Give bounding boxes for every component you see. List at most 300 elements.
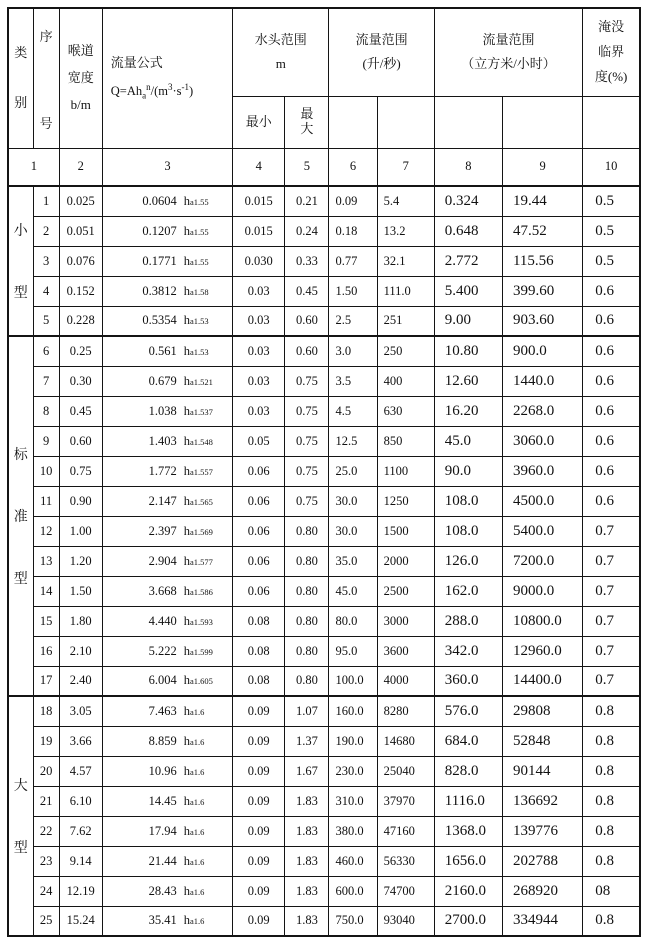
cell-flow-ls-min: 3.0	[329, 336, 377, 366]
cell-head-min: 0.015	[233, 186, 285, 216]
cell-flow-m3h-max: 10800.0	[502, 606, 582, 636]
cell-serial: 25	[33, 906, 59, 936]
header-empty-cell	[377, 96, 434, 148]
cell-throat-width: 0.25	[59, 336, 102, 366]
cell-flow-ls-max: 5.4	[377, 186, 434, 216]
cell-formula: 3.668 h a 1.586	[102, 576, 232, 606]
category-label-char: 准	[13, 510, 28, 525]
cell-flow-m3h-min: 828.0	[434, 756, 502, 786]
cell-flow-ls-max: 74700	[377, 876, 434, 906]
table-row	[8, 876, 640, 906]
cell-flow-m3h-min: 108.0	[434, 516, 502, 546]
cell-flow-ls-min: 380.0	[329, 816, 377, 846]
cell-submergence: 0.6	[583, 426, 640, 456]
cell-flow-m3h-min: 108.0	[434, 486, 502, 516]
cell-flow-m3h-min: 0.324	[434, 186, 502, 216]
cell-flow-m3h-max: 4500.0	[502, 486, 582, 516]
cell-head-max: 1.83	[285, 906, 329, 936]
cell-formula: 17.94 h a 1.6	[102, 816, 232, 846]
formula-expression: $Q=Ah_a^n/(m^3\cdot s^{-1})$	[110, 81, 194, 101]
cell-formula: 5.222 h a 1.599	[102, 636, 232, 666]
cell-flow-ls-min: 4.5	[329, 396, 377, 426]
cell-head-min: 0.09	[233, 876, 285, 906]
cell-submergence: 0.5	[583, 246, 640, 276]
cell-throat-width: 1.80	[59, 606, 102, 636]
cell-throat-width: 3.05	[59, 696, 102, 726]
table-row	[8, 486, 640, 516]
cell-head-min: 0.03	[233, 366, 285, 396]
category-label-char: 标	[13, 448, 28, 463]
header-category-char: 别	[14, 94, 28, 110]
table-row	[8, 186, 640, 216]
cell-flow-ls-min: 35.0	[329, 546, 377, 576]
cell-head-max: 0.24	[285, 216, 329, 246]
cell-flow-ls-min: 1.50	[329, 276, 377, 306]
cell-flow-m3h-max: 90144	[502, 756, 582, 786]
category-label-char: 大	[13, 779, 28, 794]
column-number: 5	[285, 148, 329, 186]
cell-flow-m3h-min: 342.0	[434, 636, 502, 666]
cell-head-min: 0.09	[233, 696, 285, 726]
cell-flow-ls-min: 0.18	[329, 216, 377, 246]
cell-throat-width: 0.75	[59, 456, 102, 486]
cell-formula: 7.463 h a 1.6	[102, 696, 232, 726]
cell-throat-width: 0.152	[59, 276, 102, 306]
cell-formula: 1.772 h a 1.557	[102, 456, 232, 486]
cell-serial: 7	[33, 366, 59, 396]
cell-flow-ls-max: 850	[377, 426, 434, 456]
cell-submergence: 0.8	[583, 816, 640, 846]
cell-flow-ls-min: 100.0	[329, 666, 377, 696]
cell-flow-ls-min: 0.77	[329, 246, 377, 276]
cell-serial: 21	[33, 786, 59, 816]
cell-head-max: 0.60	[285, 306, 329, 336]
table-row	[8, 456, 640, 486]
cell-flow-ls-min: 30.0	[329, 516, 377, 546]
cell-submergence: 0.8	[583, 906, 640, 936]
table-row	[8, 726, 640, 756]
cell-flow-m3h-max: 14400.0	[502, 666, 582, 696]
cell-flow-ls-max: 250	[377, 336, 434, 366]
table-row	[8, 516, 640, 546]
cell-flow-m3h-min: 45.0	[434, 426, 502, 456]
cell-flow-ls-max: 37970	[377, 786, 434, 816]
cell-flow-ls-min: 600.0	[329, 876, 377, 906]
cell-formula: 0.1771 h a 1.55	[102, 246, 232, 276]
cell-head-min: 0.09	[233, 726, 285, 756]
cell-formula: 2.147 h a 1.565	[102, 486, 232, 516]
header-flow-range-m3h: 流量范围 （立方米/小时）	[434, 8, 582, 96]
cell-flow-m3h-min: 1368.0	[434, 816, 502, 846]
cell-flow-m3h-min: 0.648	[434, 216, 502, 246]
table-row	[8, 366, 640, 396]
cell-formula: 14.45 h a 1.6	[102, 786, 232, 816]
cell-throat-width: 1.20	[59, 546, 102, 576]
column-number: 4	[233, 148, 285, 186]
cell-flow-ls-max: 13.2	[377, 216, 434, 246]
cell-flow-m3h-max: 268920	[502, 876, 582, 906]
cell-head-min: 0.09	[233, 756, 285, 786]
category-label-char: 型	[13, 572, 28, 587]
cell-serial: 12	[33, 516, 59, 546]
cell-head-max: 1.83	[285, 816, 329, 846]
cell-submergence: 0.8	[583, 786, 640, 816]
cell-throat-width: 0.051	[59, 216, 102, 246]
cell-flow-m3h-max: 7200.0	[502, 546, 582, 576]
cell-throat-width: 1.50	[59, 576, 102, 606]
cell-formula: 21.44 h a 1.6	[102, 846, 232, 876]
column-number: 8	[434, 148, 502, 186]
cell-flow-ls-min: 3.5	[329, 366, 377, 396]
cell-head-max: 0.75	[285, 486, 329, 516]
cell-flow-m3h-max: 3060.0	[502, 426, 582, 456]
cell-flow-ls-min: 25.0	[329, 456, 377, 486]
cell-flow-ls-min: 80.0	[329, 606, 377, 636]
cell-formula: 8.859 h a 1.6	[102, 726, 232, 756]
cell-serial: 8	[33, 396, 59, 426]
cell-head-max: 0.75	[285, 456, 329, 486]
cell-flow-ls-max: 3600	[377, 636, 434, 666]
cell-serial: 23	[33, 846, 59, 876]
cell-flow-ls-min: 45.0	[329, 576, 377, 606]
cell-flow-ls-max: 630	[377, 396, 434, 426]
cell-throat-width: 0.60	[59, 426, 102, 456]
cell-flow-ls-max: 93040	[377, 906, 434, 936]
header-serial	[33, 8, 59, 148]
cell-flow-ls-min: 160.0	[329, 696, 377, 726]
cell-flow-ls-max: 32.1	[377, 246, 434, 276]
cell-throat-width: 0.90	[59, 486, 102, 516]
cell-formula: 0.5354 h a 1.53	[102, 306, 232, 336]
cell-flow-m3h-max: 3960.0	[502, 456, 582, 486]
cell-flow-m3h-min: 2700.0	[434, 906, 502, 936]
cell-formula: 2.397 h a 1.569	[102, 516, 232, 546]
cell-head-max: 0.80	[285, 636, 329, 666]
table-row	[8, 336, 640, 366]
cell-submergence: 0.6	[583, 306, 640, 336]
cell-serial: 24	[33, 876, 59, 906]
cell-serial: 10	[33, 456, 59, 486]
cell-flow-m3h-max: 139776	[502, 816, 582, 846]
cell-head-min: 0.06	[233, 486, 285, 516]
cell-flow-ls-max: 8280	[377, 696, 434, 726]
parshall-flume-spec-table	[7, 7, 641, 937]
cell-flow-m3h-min: 162.0	[434, 576, 502, 606]
column-number: 9	[502, 148, 582, 186]
table-row	[8, 276, 640, 306]
cell-submergence: 0.8	[583, 696, 640, 726]
category-label-char: 型	[13, 286, 28, 301]
cell-flow-m3h-max: 19.44	[502, 186, 582, 216]
cell-head-min: 0.030	[233, 246, 285, 276]
cell-throat-width: 0.30	[59, 366, 102, 396]
cell-flow-ls-min: 190.0	[329, 726, 377, 756]
cell-flow-m3h-max: 47.52	[502, 216, 582, 246]
category-label-char: 小	[13, 224, 28, 239]
cell-head-max: 0.21	[285, 186, 329, 216]
cell-flow-m3h-min: 2.772	[434, 246, 502, 276]
cell-formula: 10.96 h a 1.6	[102, 756, 232, 786]
header-throat-width: 喉道 宽度 b/m	[59, 8, 102, 148]
cell-head-max: 0.80	[285, 516, 329, 546]
cell-flow-ls-min: 460.0	[329, 846, 377, 876]
table-row	[8, 906, 640, 936]
cell-submergence: 08	[583, 876, 640, 906]
cell-head-max: 1.83	[285, 876, 329, 906]
cell-formula: 0.561 h a 1.53	[102, 336, 232, 366]
cell-head-min: 0.08	[233, 666, 285, 696]
cell-flow-ls-min: 750.0	[329, 906, 377, 936]
cell-flow-m3h-max: 52848	[502, 726, 582, 756]
cell-flow-m3h-min: 360.0	[434, 666, 502, 696]
cell-flow-ls-min: 30.0	[329, 486, 377, 516]
header-min: 最小	[233, 96, 285, 148]
cell-head-min: 0.06	[233, 516, 285, 546]
cell-head-max: 0.80	[285, 576, 329, 606]
cell-throat-width: 2.10	[59, 636, 102, 666]
header-flow-formula: 流量公式 $Q=Ah_a^n/(m^3\cdot s^{-1})$	[102, 8, 232, 148]
table-row	[8, 546, 640, 576]
cell-submergence: 0.5	[583, 216, 640, 246]
cell-flow-ls-min: 0.09	[329, 186, 377, 216]
column-number: 7	[377, 148, 434, 186]
cell-flow-ls-max: 14680	[377, 726, 434, 756]
table-row	[8, 636, 640, 666]
cell-submergence: 0.7	[583, 516, 640, 546]
table-row	[8, 756, 640, 786]
cell-head-max: 0.80	[285, 546, 329, 576]
cell-serial: 9	[33, 426, 59, 456]
table-row	[8, 606, 640, 636]
table-row	[8, 306, 640, 336]
cell-flow-m3h-min: 5.400	[434, 276, 502, 306]
cell-flow-ls-max: 2500	[377, 576, 434, 606]
cell-serial: 15	[33, 606, 59, 636]
table-row	[8, 246, 640, 276]
cell-throat-width: 0.076	[59, 246, 102, 276]
table-row	[8, 396, 640, 426]
cell-flow-m3h-max: 29808	[502, 696, 582, 726]
cell-flow-m3h-max: 9000.0	[502, 576, 582, 606]
cell-serial: 3	[33, 246, 59, 276]
column-number: 10	[583, 148, 640, 186]
cell-head-min: 0.015	[233, 216, 285, 246]
cell-flow-m3h-max: 1440.0	[502, 366, 582, 396]
cell-serial: 11	[33, 486, 59, 516]
cell-serial: 17	[33, 666, 59, 696]
cell-flow-ls-min: 310.0	[329, 786, 377, 816]
cell-head-max: 0.60	[285, 336, 329, 366]
cell-head-min: 0.08	[233, 606, 285, 636]
cell-head-min: 0.06	[233, 546, 285, 576]
cell-flow-m3h-min: 684.0	[434, 726, 502, 756]
cell-submergence: 0.7	[583, 666, 640, 696]
cell-head-max: 1.07	[285, 696, 329, 726]
cell-submergence: 0.8	[583, 726, 640, 756]
cell-head-min: 0.08	[233, 636, 285, 666]
header-category-char: 类	[14, 44, 28, 60]
cell-flow-ls-max: 25040	[377, 756, 434, 786]
cell-serial: 22	[33, 816, 59, 846]
cell-flow-m3h-min: 10.80	[434, 336, 502, 366]
cell-flow-m3h-max: 900.0	[502, 336, 582, 366]
column-number: 3	[102, 148, 232, 186]
cell-serial: 13	[33, 546, 59, 576]
cell-throat-width: 9.14	[59, 846, 102, 876]
cell-submergence: 0.6	[583, 456, 640, 486]
cell-flow-m3h-max: 5400.0	[502, 516, 582, 546]
cell-head-max: 0.75	[285, 426, 329, 456]
cell-head-max: 1.83	[285, 846, 329, 876]
cell-flow-m3h-min: 576.0	[434, 696, 502, 726]
cell-flow-ls-max: 1100	[377, 456, 434, 486]
cell-flow-ls-max: 56330	[377, 846, 434, 876]
table-row	[8, 426, 640, 456]
cell-throat-width: 0.45	[59, 396, 102, 426]
table-row	[8, 216, 640, 246]
cell-serial: 14	[33, 576, 59, 606]
category-cell	[8, 336, 33, 696]
header-serial-char: 序	[39, 29, 53, 45]
cell-throat-width: 12.19	[59, 876, 102, 906]
cell-flow-ls-min: 2.5	[329, 306, 377, 336]
cell-submergence: 0.6	[583, 396, 640, 426]
cell-submergence: 0.6	[583, 486, 640, 516]
header-empty-cell	[434, 96, 502, 148]
cell-head-max: 0.75	[285, 366, 329, 396]
cell-throat-width: 2.40	[59, 666, 102, 696]
cell-formula: 6.004 h a 1.605	[102, 666, 232, 696]
header-category	[8, 8, 33, 148]
cell-submergence: 0.8	[583, 846, 640, 876]
cell-serial: 19	[33, 726, 59, 756]
cell-flow-m3h-min: 12.60	[434, 366, 502, 396]
cell-serial: 16	[33, 636, 59, 666]
cell-flow-ls-max: 1500	[377, 516, 434, 546]
cell-head-min: 0.03	[233, 336, 285, 366]
cell-submergence: 0.7	[583, 636, 640, 666]
cell-formula: 4.440 h a 1.593	[102, 606, 232, 636]
header-empty-cell	[329, 96, 377, 148]
cell-head-min: 0.09	[233, 906, 285, 936]
cell-head-max: 0.75	[285, 396, 329, 426]
cell-submergence: 0.7	[583, 606, 640, 636]
table-row	[8, 816, 640, 846]
cell-flow-ls-max: 2000	[377, 546, 434, 576]
cell-flow-ls-max: 1250	[377, 486, 434, 516]
cell-flow-m3h-min: 1656.0	[434, 846, 502, 876]
cell-flow-m3h-min: 90.0	[434, 456, 502, 486]
cell-head-max: 1.37	[285, 726, 329, 756]
cell-flow-ls-max: 400	[377, 366, 434, 396]
cell-submergence: 0.7	[583, 576, 640, 606]
cell-head-max: 0.33	[285, 246, 329, 276]
cell-submergence: 0.8	[583, 756, 640, 786]
cell-flow-m3h-max: 12960.0	[502, 636, 582, 666]
cell-flow-ls-max: 251	[377, 306, 434, 336]
cell-head-min: 0.03	[233, 276, 285, 306]
header-flow-range-ls: 流量范围 (升/秒)	[329, 8, 434, 96]
column-number: 2	[59, 148, 102, 186]
cell-head-min: 0.06	[233, 576, 285, 606]
cell-formula: 1.038 h a 1.537	[102, 396, 232, 426]
cell-head-min: 0.06	[233, 456, 285, 486]
cell-flow-ls-max: 47160	[377, 816, 434, 846]
table-row	[8, 846, 640, 876]
cell-head-max: 1.67	[285, 756, 329, 786]
header-serial-char: 号	[39, 116, 53, 132]
cell-throat-width: 7.62	[59, 816, 102, 846]
cell-flow-m3h-max: 2268.0	[502, 396, 582, 426]
cell-flow-m3h-max: 136692	[502, 786, 582, 816]
header-empty-cell	[583, 96, 640, 148]
cell-head-min: 0.03	[233, 396, 285, 426]
cell-head-max: 1.83	[285, 786, 329, 816]
cell-flow-ls-min: 230.0	[329, 756, 377, 786]
cell-serial: 6	[33, 336, 59, 366]
table-body	[8, 186, 640, 936]
cell-flow-m3h-max: 115.56	[502, 246, 582, 276]
cell-serial: 2	[33, 216, 59, 246]
table-row	[8, 786, 640, 816]
cell-flow-m3h-min: 16.20	[434, 396, 502, 426]
cell-throat-width: 4.57	[59, 756, 102, 786]
cell-serial: 5	[33, 306, 59, 336]
cell-flow-ls-max: 4000	[377, 666, 434, 696]
cell-throat-width: 0.025	[59, 186, 102, 216]
cell-submergence: 0.6	[583, 336, 640, 366]
cell-flow-m3h-min: 126.0	[434, 546, 502, 576]
cell-flow-ls-min: 12.5	[329, 426, 377, 456]
column-number: 6	[329, 148, 377, 186]
table-header	[8, 8, 640, 186]
cell-flow-ls-min: 95.0	[329, 636, 377, 666]
cell-flow-m3h-max: 202788	[502, 846, 582, 876]
cell-formula: 2.904 h a 1.577	[102, 546, 232, 576]
cell-submergence: 0.7	[583, 546, 640, 576]
table-row	[8, 666, 640, 696]
cell-formula: 0.1207 h a 1.55	[102, 216, 232, 246]
cell-formula: 1.403 h a 1.548	[102, 426, 232, 456]
cell-head-min: 0.09	[233, 816, 285, 846]
cell-flow-ls-max: 3000	[377, 606, 434, 636]
header-submergence: 淹没 临界 度(%)	[583, 8, 640, 96]
cell-formula: 35.41 h a 1.6	[102, 906, 232, 936]
cell-head-min: 0.09	[233, 786, 285, 816]
cell-flow-m3h-max: 334944	[502, 906, 582, 936]
cell-submergence: 0.5	[583, 186, 640, 216]
cell-flow-m3h-min: 9.00	[434, 306, 502, 336]
header-max: 最 大	[285, 96, 329, 148]
cell-head-min: 0.05	[233, 426, 285, 456]
category-cell	[8, 186, 33, 336]
cell-throat-width: 0.228	[59, 306, 102, 336]
cell-submergence: 0.6	[583, 366, 640, 396]
cell-throat-width: 15.24	[59, 906, 102, 936]
category-cell	[8, 696, 33, 936]
cell-head-min: 0.03	[233, 306, 285, 336]
column-number-row	[8, 148, 640, 186]
cell-flow-m3h-min: 288.0	[434, 606, 502, 636]
header-empty-cell	[502, 96, 582, 148]
cell-head-min: 0.09	[233, 846, 285, 876]
cell-flow-m3h-min: 1116.0	[434, 786, 502, 816]
cell-serial: 20	[33, 756, 59, 786]
category-label-char: 型	[13, 841, 28, 856]
column-number: 1	[8, 148, 59, 186]
cell-serial: 18	[33, 696, 59, 726]
cell-submergence: 0.6	[583, 276, 640, 306]
